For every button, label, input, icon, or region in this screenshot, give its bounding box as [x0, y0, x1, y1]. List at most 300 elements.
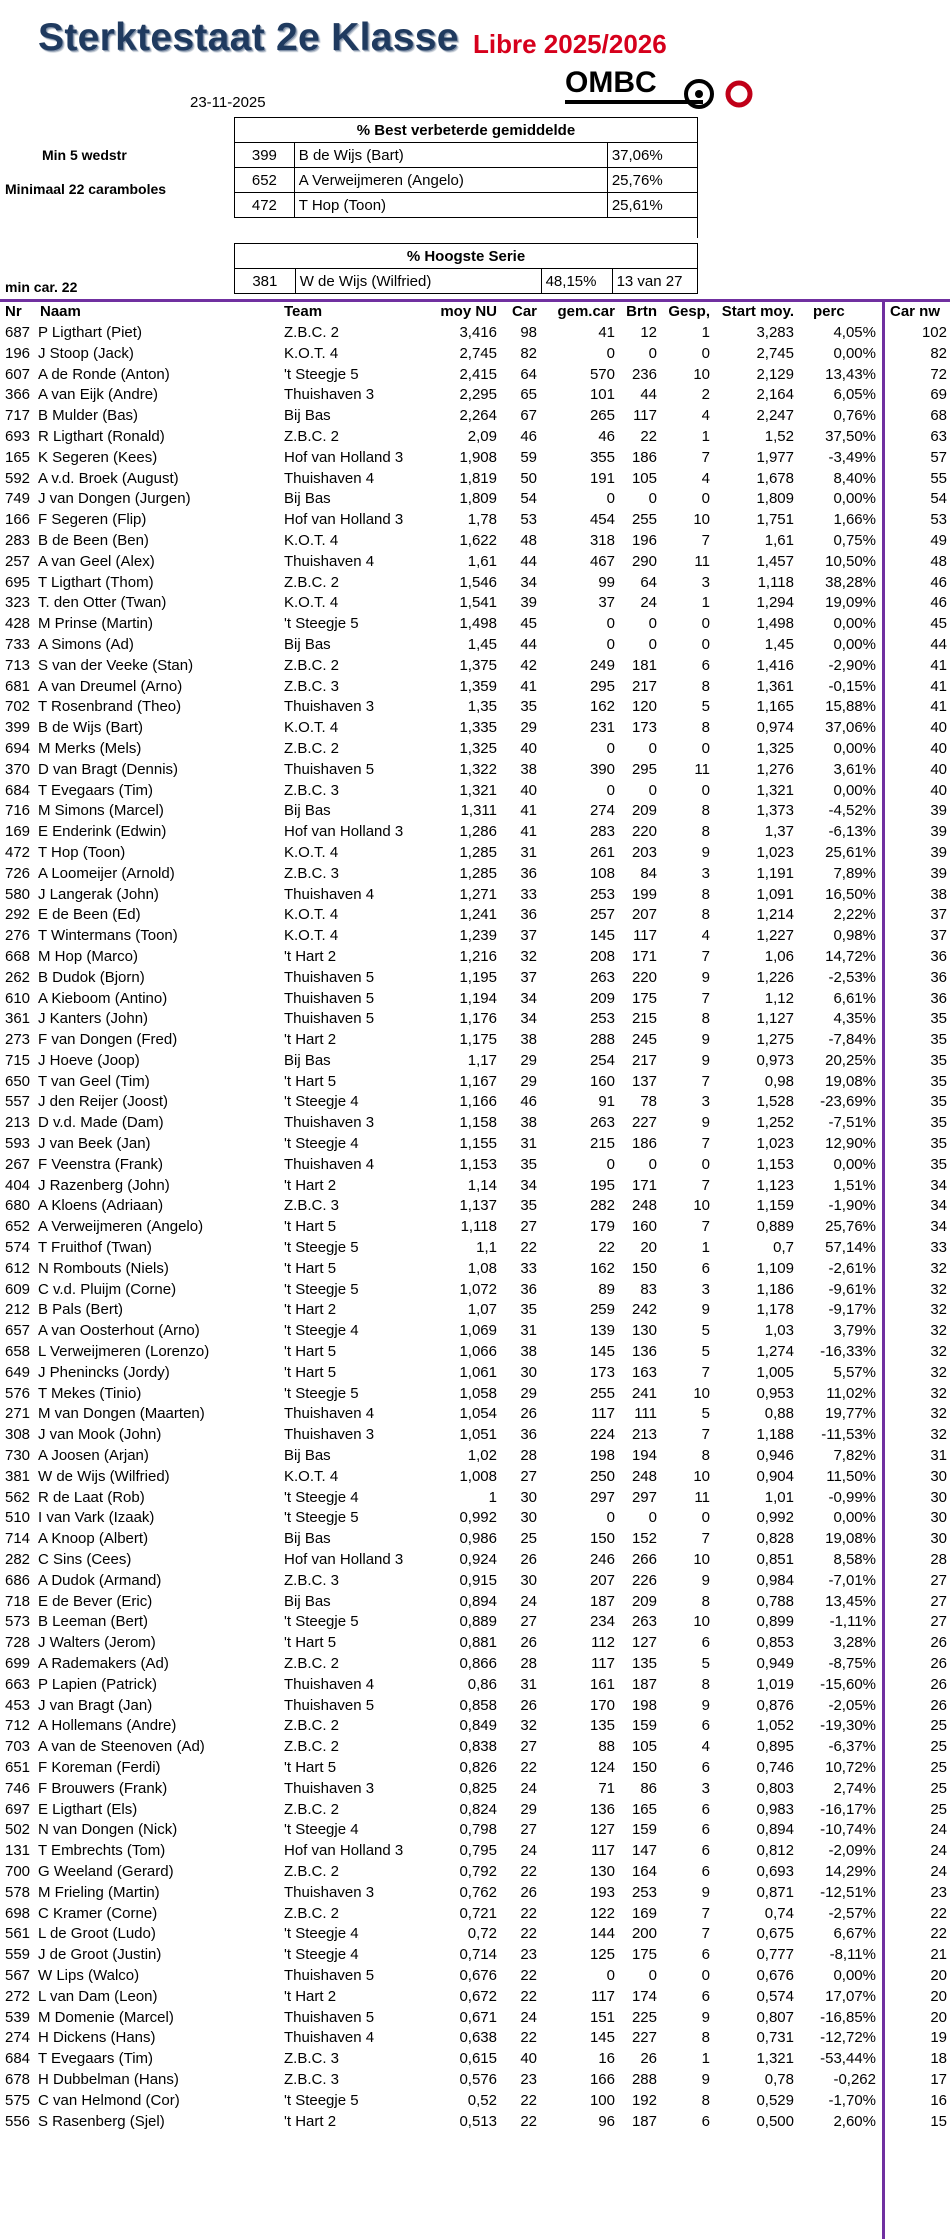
car-cell: 38	[520, 760, 537, 778]
gemcar-cell: 88	[598, 1738, 615, 1756]
car-cell: 22	[520, 2112, 537, 2130]
gesp-cell: 7	[701, 1904, 710, 1922]
start-moy-cell: 0,889	[756, 1218, 794, 1236]
brtn-cell: 175	[631, 1946, 657, 1964]
moy-cell: 0,826	[459, 1758, 497, 1776]
start-moy-cell: 0,953	[756, 1384, 794, 1402]
naam-cell: T Mekes (Tinio)	[38, 1384, 142, 1402]
team-cell: 't Steegje 4	[284, 1821, 359, 1839]
brtn-cell: 215	[631, 1010, 657, 1028]
table-row	[0, 822, 950, 843]
team-cell: Hof van Holland 3	[284, 511, 404, 529]
nr-cell: 652	[5, 1218, 31, 1236]
car-cell: 24	[520, 1779, 537, 1797]
moy-cell: 0,72	[467, 1925, 497, 1943]
naam-cell: T Evegaars (Tim)	[38, 2050, 154, 2068]
table-row	[0, 781, 950, 802]
nr-cell: 212	[5, 1301, 31, 1319]
gemcar-cell: 166	[589, 2070, 615, 2088]
perc-cell: -1,70%	[828, 2091, 876, 2109]
team-cell: K.O.T. 4	[284, 344, 339, 362]
gesp-cell: 8	[701, 2029, 710, 2047]
naam-cell: M Frieling (Martin)	[38, 1883, 160, 1901]
start-moy-cell: 1,321	[756, 781, 794, 799]
car-nw-cell: 34	[930, 1197, 947, 1215]
nr-cell: 714	[5, 1530, 31, 1548]
nr-cell: 716	[5, 802, 31, 820]
moy-cell: 0,924	[459, 1551, 497, 1569]
moy-cell: 1,17	[467, 1051, 497, 1069]
gesp-cell: 7	[701, 1072, 710, 1090]
car-nw-cell: 46	[930, 594, 947, 612]
car-cell: 35	[520, 1301, 537, 1319]
moy-cell: 1,622	[459, 531, 497, 549]
car-nw-cell: 24	[930, 1842, 947, 1860]
nr-cell: 131	[5, 1842, 31, 1860]
gesp-cell: 10	[693, 511, 710, 529]
moy-cell: 1,072	[459, 1280, 497, 1298]
best-verbeterd-title: % Best verbeterde gemiddelde	[235, 118, 698, 143]
start-moy-cell: 1,127	[756, 1010, 794, 1028]
perc-cell: 0,98%	[833, 927, 876, 945]
naam-cell: C Kramer (Corne)	[38, 1904, 158, 1922]
car-nw-cell: 35	[930, 1010, 947, 1028]
start-moy-cell: 1,977	[756, 448, 794, 466]
brtn-cell: 187	[631, 2112, 657, 2130]
team-cell: Z.B.C. 2	[284, 427, 340, 445]
gemcar-cell: 246	[589, 1551, 615, 1569]
col-gesp-header: Gesp,	[668, 303, 710, 320]
moy-cell: 0,825	[459, 1779, 497, 1797]
gesp-cell: 3	[701, 1280, 710, 1298]
moy-cell: 0,795	[459, 1842, 497, 1860]
table-row	[0, 1113, 950, 1134]
gesp-cell: 6	[701, 1259, 710, 1277]
min-car-label: min car. 22	[5, 279, 78, 295]
perc-cell: -0,99%	[828, 1488, 876, 1506]
nr-cell: 567	[5, 1966, 31, 1984]
car-cell: 40	[520, 2050, 537, 2068]
moy-cell: 1,054	[459, 1405, 497, 1423]
car-cell: 34	[520, 573, 537, 591]
nr-cell: 663	[5, 1675, 31, 1693]
gemcar-cell: 295	[589, 677, 615, 695]
start-moy-cell: 1,52	[764, 427, 794, 445]
start-moy-cell: 0,828	[756, 1530, 794, 1548]
brtn-cell: 135	[631, 1655, 657, 1672]
naam-cell: H Dickens (Hans)	[38, 2029, 156, 2047]
gesp-cell: 5	[701, 1343, 710, 1361]
naam-cell: E Enderink (Edwin)	[38, 823, 167, 841]
moy-cell: 0,576	[459, 2070, 497, 2088]
gemcar-cell: 108	[589, 864, 615, 882]
team-cell: Hof van Holland 3	[284, 823, 404, 841]
table-row	[0, 739, 950, 760]
nr-cell: 678	[5, 2070, 31, 2088]
car-cell: 30	[520, 1509, 537, 1527]
nr-cell: 399	[235, 143, 295, 168]
moy-cell: 1,166	[459, 1093, 497, 1111]
brtn-cell: 207	[631, 906, 657, 924]
team-cell: 't Hart 5	[284, 1363, 337, 1381]
moy-cell: 0,889	[459, 1613, 497, 1631]
naam-cell: F Veenstra (Frank)	[38, 1155, 164, 1173]
car-nw-cell: 25	[930, 1738, 947, 1756]
team-cell: 't Steegje 4	[284, 1093, 359, 1111]
brtn-cell: 169	[631, 1904, 657, 1922]
start-moy-cell: 0,895	[756, 1738, 794, 1756]
car-cell: 64	[520, 365, 537, 383]
gemcar-cell: 125	[589, 1946, 615, 1964]
table-row	[0, 489, 950, 510]
car-nw-cell: 25	[930, 1717, 947, 1735]
car-cell: 34	[520, 989, 537, 1007]
team-cell: Z.B.C. 3	[284, 864, 340, 882]
car-nw-cell: 48	[930, 552, 947, 570]
table-row	[0, 1571, 950, 1592]
table-row	[0, 510, 950, 531]
start-moy-cell: 1,06	[764, 947, 794, 965]
perc-cell: 14,29%	[825, 1862, 876, 1880]
gemcar-cell: 193	[589, 1883, 615, 1901]
car-cell: 22	[520, 1987, 537, 2005]
car-cell: 31	[520, 1322, 537, 1340]
gemcar-cell: 253	[589, 1010, 615, 1028]
perc-cell: -10,74%	[820, 1821, 876, 1839]
moy-cell: 1,285	[459, 864, 497, 882]
start-moy-cell: 1,45	[764, 635, 794, 653]
brtn-cell: 150	[631, 1758, 657, 1776]
nr-cell: 472	[5, 843, 31, 861]
moy-cell: 0,858	[459, 1696, 497, 1714]
team-cell: Z.B.C. 3	[284, 677, 340, 695]
nr-cell: 361	[5, 1010, 31, 1028]
team-cell: Thuishaven 4	[284, 2029, 375, 2047]
moy-cell: 0,671	[459, 2008, 497, 2026]
car-nw-cell: 39	[930, 823, 947, 841]
car-nw-cell: 53	[930, 511, 947, 529]
brtn-cell: 152	[631, 1530, 657, 1548]
table-row	[0, 1508, 950, 1529]
nr-cell: 166	[5, 511, 31, 529]
team-cell: 't Hart 5	[284, 1343, 337, 1361]
team-cell: Z.B.C. 3	[284, 781, 340, 799]
perc-cell: 13,43%	[825, 365, 876, 383]
brtn-cell: 44	[640, 386, 657, 404]
team-cell: Z.B.C. 2	[284, 1904, 340, 1922]
perc-cell: 13,45%	[825, 1592, 876, 1610]
perc-cell: -11,53%	[821, 1426, 876, 1444]
team-cell: Bij Bas	[284, 407, 331, 425]
gesp-cell: 4	[701, 927, 710, 945]
naam-cell: A Simons (Ad)	[38, 635, 134, 653]
gesp-cell: 7	[701, 531, 710, 549]
gemcar-cell: 231	[589, 719, 615, 737]
gemcar-cell: 71	[598, 1779, 615, 1797]
perc-cell: 37,06%	[825, 719, 876, 737]
car-cell: 36	[520, 1426, 537, 1444]
table-row	[0, 1612, 950, 1633]
car-cell: 22	[520, 1904, 537, 1922]
moy-cell: 0,881	[459, 1634, 497, 1652]
gesp-cell: 6	[701, 1987, 710, 2005]
gemcar-cell: 124	[589, 1758, 615, 1776]
gemcar-cell: 263	[589, 1114, 615, 1132]
brtn-cell: 290	[631, 552, 657, 570]
naam-cell: J van Bragt (Jan)	[38, 1696, 153, 1714]
gemcar-cell: 145	[589, 1343, 615, 1361]
table-row	[0, 531, 950, 552]
start-moy-cell: 1,416	[756, 656, 794, 674]
col-perc-header: perc	[813, 303, 845, 320]
car-cell: 30	[520, 1488, 537, 1506]
brtn-cell: 186	[631, 448, 657, 466]
nr-cell: 578	[5, 1883, 31, 1901]
car-nw-cell: 36	[930, 947, 947, 965]
gesp-cell: 0	[701, 1155, 710, 1173]
start-moy-cell: 1,37	[764, 823, 794, 841]
perc-cell: 7,89%	[833, 864, 876, 882]
perc-cell: 14,72%	[825, 947, 876, 965]
table-row	[0, 1009, 950, 1030]
naam-cell: N Rombouts (Niels)	[38, 1259, 169, 1277]
team-cell: 't Hart 2	[284, 1176, 337, 1194]
nr-cell: 728	[5, 1634, 31, 1652]
start-moy-cell: 1,321	[756, 2050, 794, 2068]
min-wedstr-label: Min 5 wedstr	[42, 147, 127, 163]
naam-cell: S van der Veeke (Stan)	[38, 656, 194, 674]
start-moy-cell: 0,974	[756, 719, 794, 737]
gesp-cell: 0	[701, 781, 710, 799]
col-gemcar-header: gem.car	[557, 303, 615, 320]
moy-cell: 1,311	[460, 802, 497, 820]
nr-cell: 702	[5, 698, 31, 716]
nr-cell: 718	[5, 1592, 31, 1610]
gemcar-cell: 99	[598, 573, 615, 591]
naam-cell: L Verweijmeren (Lorenzo)	[38, 1343, 210, 1361]
nr-cell: 658	[5, 1343, 31, 1361]
brtn-cell: 171	[631, 1176, 657, 1194]
car-nw-cell: 25	[930, 1758, 947, 1776]
logo-text: OMBC	[565, 66, 657, 99]
gemcar-cell: 259	[589, 1301, 615, 1319]
report-date: 23-11-2025	[190, 94, 266, 111]
table-row	[0, 323, 950, 344]
gemcar-cell: 41	[598, 324, 615, 341]
col-carnw-header: Car nw	[890, 303, 941, 320]
naam-cell: A Loomeijer (Arnold)	[38, 864, 175, 882]
table-row	[0, 1488, 950, 1509]
nr-cell: 700	[5, 1862, 31, 1880]
table-row	[0, 1737, 950, 1758]
car-nw-cell: 40	[930, 739, 947, 757]
start-moy-cell: 0,676	[756, 1966, 794, 1984]
car-cell: 22	[520, 1966, 537, 1984]
perc-cell: 12,90%	[825, 1135, 876, 1153]
gesp-cell: 5	[701, 1322, 710, 1340]
car-nw-cell: 22	[930, 1904, 947, 1922]
gesp-cell: 6	[701, 1634, 710, 1652]
gesp-cell: 8	[701, 823, 710, 841]
table-row	[0, 1550, 950, 1571]
team-cell: 't Hart 2	[284, 947, 337, 965]
team-cell: 't Steegje 5	[284, 1613, 359, 1631]
team-cell: 't Steegje 4	[284, 1135, 359, 1153]
moy-cell: 1,498	[459, 615, 497, 633]
nr-cell: 274	[5, 2029, 31, 2047]
moy-cell: 1,195	[459, 968, 497, 986]
gesp-cell: 9	[701, 2070, 710, 2088]
naam-cell: A van Oosterhout (Arno)	[38, 1322, 200, 1340]
moy-cell: 3,416	[459, 324, 497, 341]
perc-cell: 0,76%	[833, 407, 876, 425]
perc-cell: 0,00%	[833, 1509, 876, 1527]
nr-cell: 370	[5, 760, 31, 778]
brtn-cell: 0	[648, 781, 657, 799]
car-nw-cell: 30	[930, 1488, 947, 1506]
gemcar-cell: 22	[598, 1239, 615, 1257]
start-moy-cell: 0,803	[756, 1779, 794, 1797]
naam-cell: B de Wijs (Bart)	[38, 719, 144, 737]
table-row	[0, 1633, 950, 1654]
car-cell: 46	[520, 427, 537, 445]
car-cell: 29	[520, 1384, 537, 1402]
gemcar-cell: 355	[589, 448, 615, 466]
car-nw-cell: 23	[930, 1883, 947, 1901]
team-cell: Thuishaven 3	[284, 698, 375, 716]
gemcar-cell: 96	[598, 2112, 615, 2130]
gesp-cell: 8	[701, 2091, 710, 2109]
start-moy-cell: 1,678	[756, 469, 794, 487]
car-cell: 30	[520, 1571, 537, 1589]
gesp-cell: 7	[701, 1426, 710, 1444]
table-row	[0, 1384, 950, 1405]
car-nw-cell: 30	[930, 1509, 947, 1527]
start-moy-cell: 0,851	[756, 1551, 794, 1569]
nr-cell: 283	[5, 531, 31, 549]
brtn-cell: 147	[631, 1842, 657, 1860]
gesp-cell: 6	[701, 1800, 710, 1818]
nr-cell: 580	[5, 885, 31, 903]
table-row	[0, 947, 950, 968]
brtn-cell: 198	[631, 1696, 657, 1714]
table-row	[0, 448, 950, 469]
brtn-cell: 248	[631, 1197, 657, 1215]
car-nw-cell: 20	[930, 1987, 947, 2005]
gemcar-cell: 0	[606, 1509, 615, 1527]
perc-cell: 19,08%	[825, 1072, 876, 1090]
gesp-cell: 3	[701, 1093, 710, 1111]
perc-cell: 37,06%	[607, 143, 697, 168]
nr-cell: 276	[5, 927, 31, 945]
car-nw-cell: 35	[930, 1155, 947, 1173]
gemcar-cell: 257	[589, 906, 615, 924]
start-moy-cell: 1,109	[756, 1259, 794, 1277]
gesp-cell: 4	[701, 1738, 710, 1756]
gemcar-cell: 170	[589, 1696, 615, 1714]
naam-cell: T Evegaars (Tim)	[38, 781, 154, 799]
team-cell: Bij Bas	[284, 635, 331, 653]
car-nw-cell: 32	[930, 1384, 947, 1402]
nr-cell: 713	[5, 656, 31, 674]
perc-cell: -7,01%	[828, 1571, 876, 1589]
car-nw-cell: 30	[930, 1467, 947, 1485]
nr-cell: 510	[5, 1509, 31, 1527]
perc-cell: -16,85%	[820, 2008, 876, 2026]
car-nw-cell: 35	[930, 1031, 947, 1049]
team-cell: Thuishaven 5	[284, 1966, 375, 1984]
start-moy-cell: 0,731	[756, 2029, 794, 2047]
car-nw-cell: 26	[930, 1675, 947, 1693]
table-row	[0, 593, 950, 614]
col-start-header: Start moy.	[721, 303, 794, 320]
brtn-cell: 105	[631, 1738, 657, 1756]
car-nw-cell: 24	[930, 1862, 947, 1880]
table-row	[0, 1841, 950, 1862]
team-cell: Thuishaven 4	[284, 552, 375, 570]
perc-cell: 1,51%	[833, 1176, 876, 1194]
brtn-cell: 248	[631, 1467, 657, 1485]
gesp-cell: 4	[701, 407, 710, 425]
start-moy-cell: 1,118	[757, 573, 794, 591]
brtn-cell: 111	[634, 1405, 657, 1423]
perc-cell: -53,44%	[820, 2050, 876, 2068]
team-cell: Z.B.C. 2	[284, 1655, 340, 1672]
gemcar-cell: 100	[589, 2091, 615, 2109]
moy-cell: 1,02	[467, 1447, 497, 1465]
perc-cell: 19,08%	[825, 1530, 876, 1548]
table-row	[235, 143, 698, 168]
brtn-cell: 192	[631, 2091, 657, 2109]
naam-cell: K Segeren (Kees)	[38, 448, 158, 466]
brtn-cell: 165	[631, 1800, 657, 1818]
perc-cell: -12,72%	[820, 2029, 876, 2047]
team-cell: Thuishaven 3	[284, 1426, 375, 1444]
gesp-cell: 9	[701, 1051, 710, 1069]
car-cell: 54	[520, 490, 537, 508]
gesp-cell: 8	[701, 885, 710, 903]
table-row	[0, 385, 950, 406]
gesp-cell: 1	[701, 427, 710, 445]
start-moy-cell: 1,023	[756, 843, 794, 861]
brtn-cell: 117	[633, 927, 657, 945]
team-cell: 't Steegje 4	[284, 1488, 359, 1506]
gesp-cell: 11	[694, 552, 710, 570]
team-cell: 't Hart 2	[284, 1031, 337, 1049]
nr-cell: 271	[5, 1405, 31, 1423]
table-row	[0, 1072, 950, 1093]
car-nw-cell: 37	[930, 927, 947, 945]
team-cell: Hof van Holland 3	[284, 1842, 404, 1860]
naam-cell: E de Bever (Eric)	[38, 1592, 153, 1610]
car-nw-cell: 39	[930, 843, 947, 861]
naam-cell: J van Mook (John)	[38, 1426, 162, 1444]
car-nw-cell: 31	[930, 1447, 947, 1465]
brtn-cell: 127	[631, 1634, 657, 1652]
start-moy-cell: 1,091	[756, 885, 794, 903]
nr-cell: 165	[5, 448, 31, 466]
start-moy-cell: 0,807	[756, 2008, 794, 2026]
moy-cell: 1,322	[459, 760, 497, 778]
perc-cell: -0,262	[833, 2070, 876, 2088]
nr-cell: 715	[5, 1051, 31, 1069]
car-nw-cell: 69	[930, 386, 947, 404]
gemcar-cell: 255	[589, 1384, 615, 1402]
nr-cell: 267	[5, 1155, 31, 1173]
car-nw-cell: 32	[930, 1280, 947, 1298]
nr-cell: 381	[5, 1467, 31, 1485]
gemcar-cell: 250	[589, 1467, 615, 1485]
